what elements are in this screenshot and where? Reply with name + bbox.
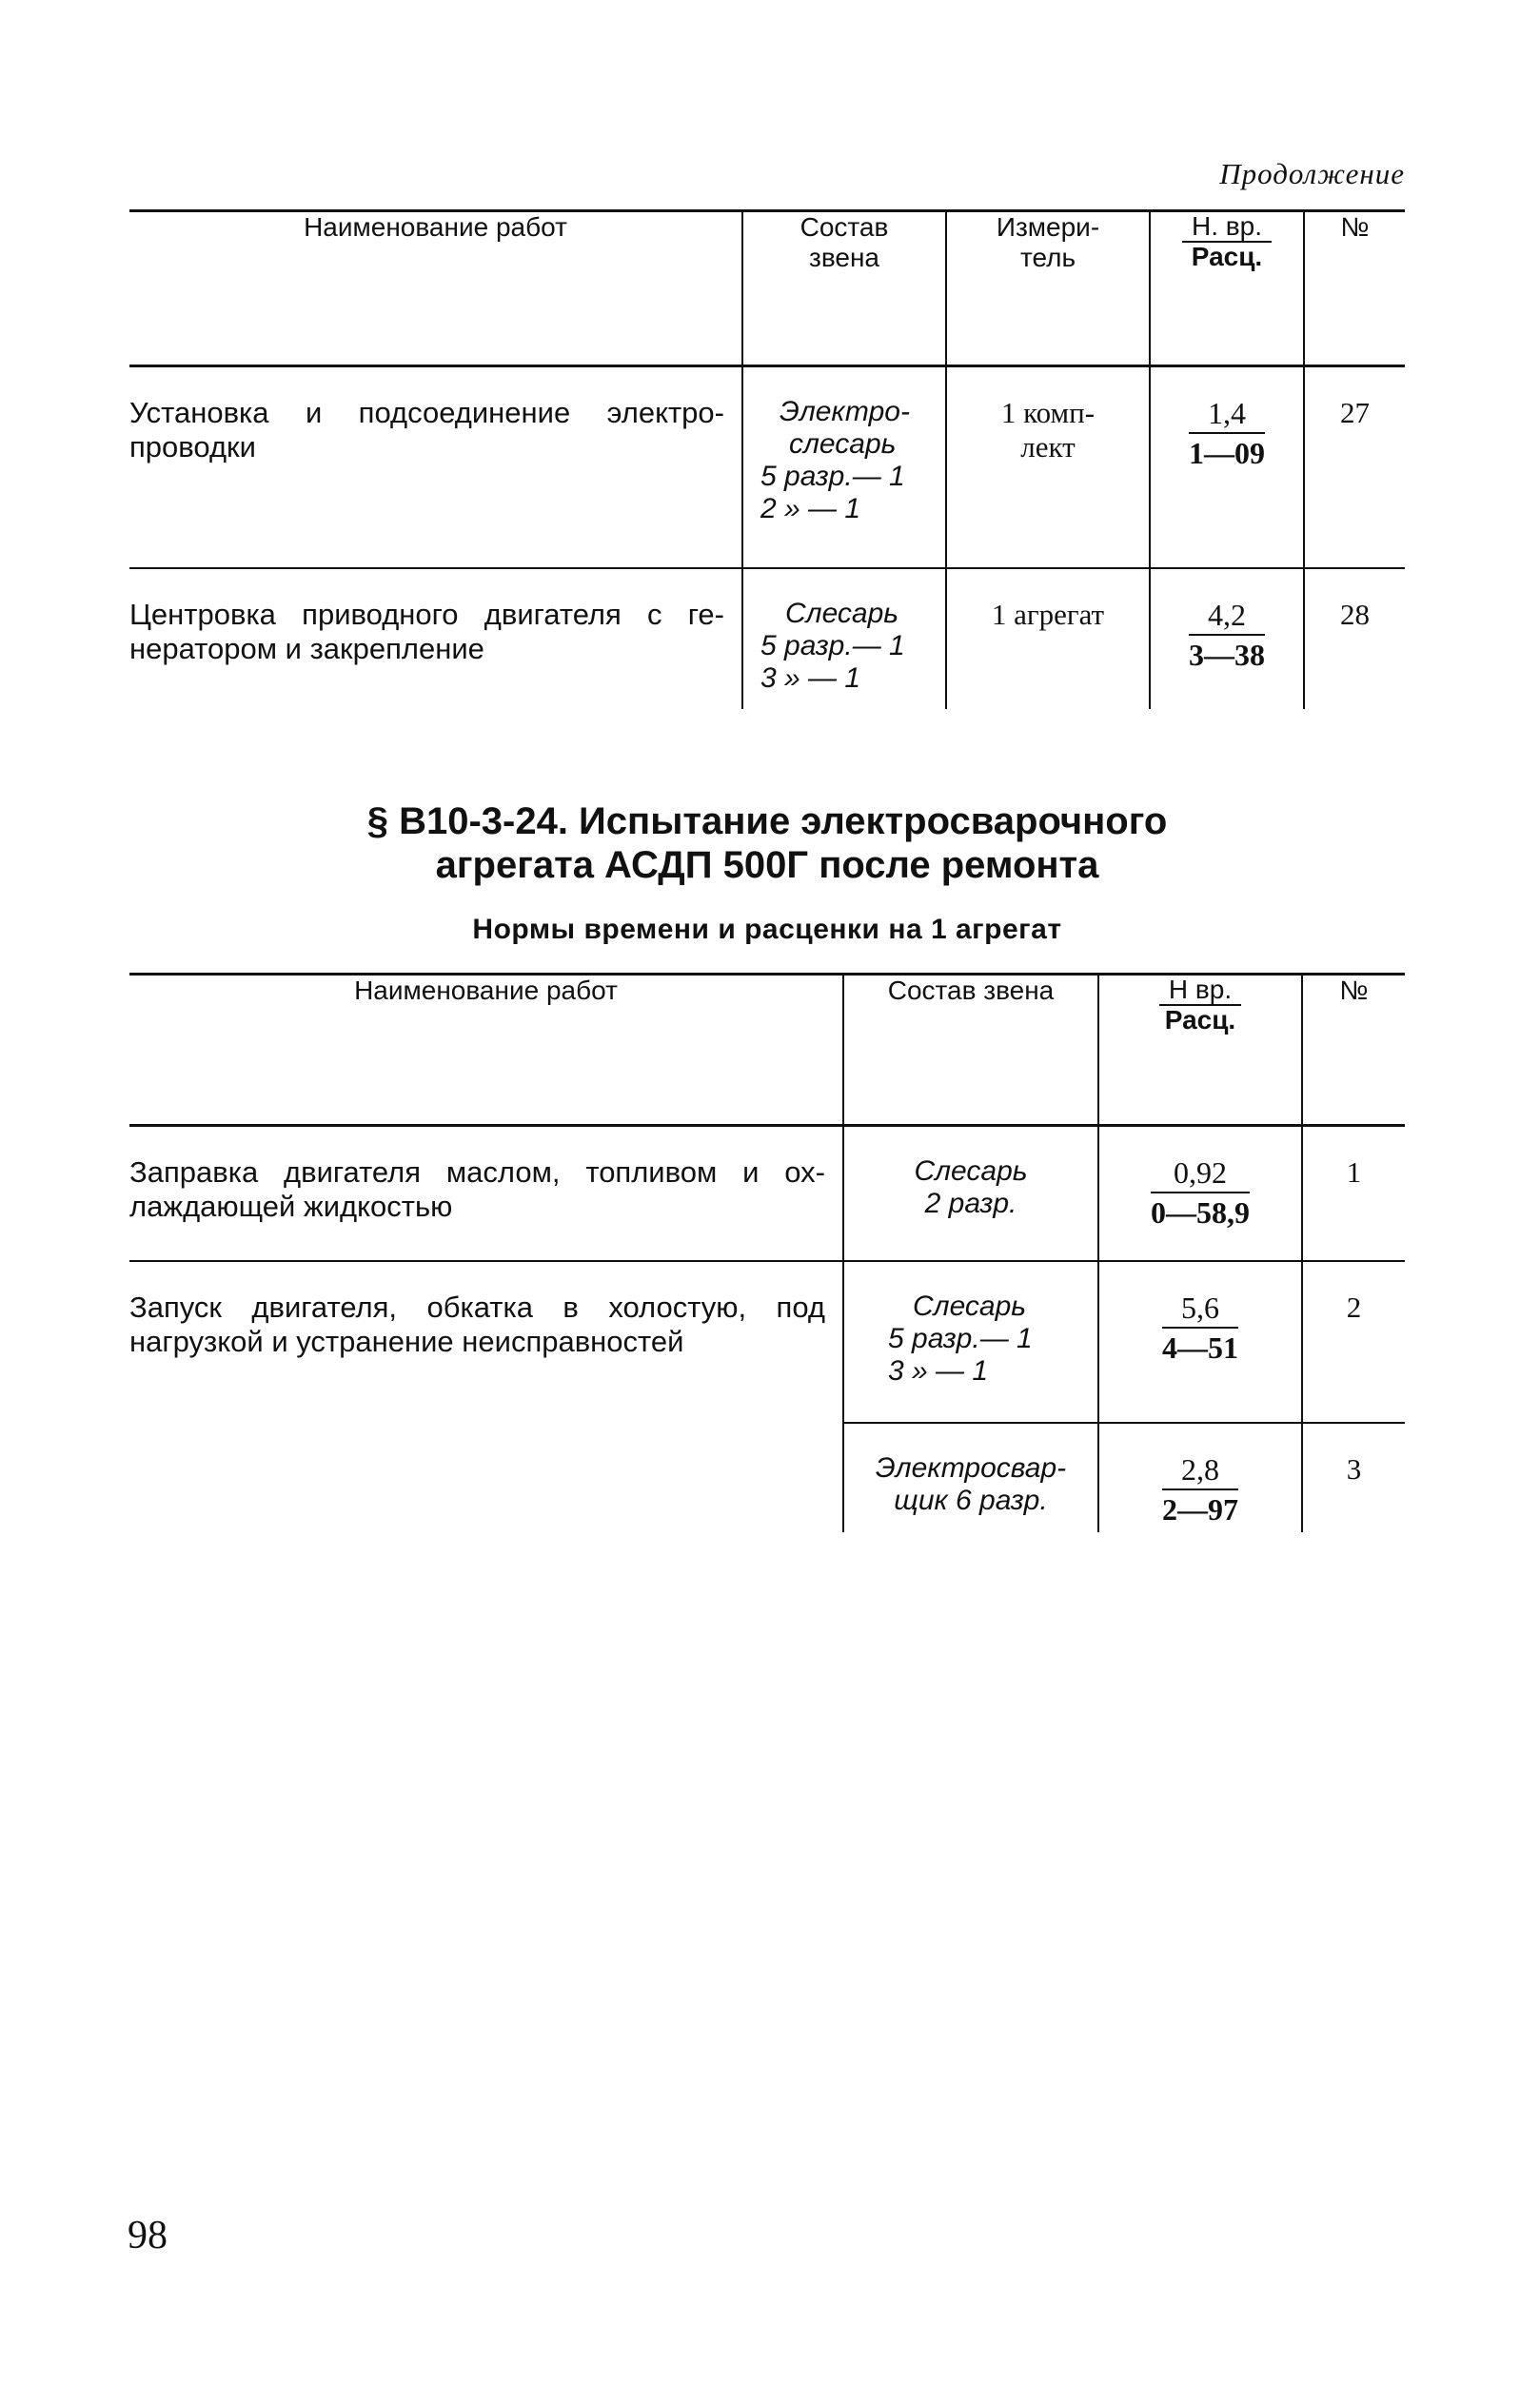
- crew-composition: [742, 366, 946, 568]
- continuation-label: Продолжение: [1219, 157, 1405, 190]
- crew-line: Электро-: [780, 396, 910, 427]
- header-norm-fraction: [1159, 976, 1241, 1035]
- norm-rate-cell: [1098, 1423, 1302, 1532]
- row-number: 28: [1304, 568, 1405, 709]
- norm-time-value: 5,6: [1162, 1291, 1238, 1329]
- work-name: Заправка двигателя маслом, топливом и ох-лаждающей жидкостью: [129, 1155, 825, 1223]
- row-number: 1: [1302, 1126, 1405, 1261]
- norm-time-value: 4,2: [1189, 598, 1265, 636]
- rate-value: 0—58,9: [1151, 1195, 1250, 1230]
- crew-line: 3 » — 1: [888, 1354, 989, 1387]
- unit-of-measure: [946, 366, 1150, 568]
- header-crew-text: Состав звена: [800, 212, 889, 272]
- norm-rate-cell: [1098, 1261, 1302, 1423]
- work-name: Центровка приводного двигателя с ге-нератором и закрепление: [129, 568, 742, 709]
- page-number: 98: [128, 2214, 168, 2257]
- crew-composition: [843, 1261, 1098, 1423]
- section-title-line: агрегата АСДП 500Г после ремонта: [435, 844, 1099, 886]
- section-title: [129, 799, 1405, 887]
- crew-line: 5 разр.— 1: [760, 461, 905, 492]
- unit-line: лект: [1020, 430, 1076, 463]
- work-name: Установка и подсоединение электро-проводки: [129, 396, 724, 463]
- header-crew: [742, 211, 946, 366]
- norm-time-value: 1,4: [1189, 396, 1265, 434]
- norm-rate-fraction: [1151, 1155, 1250, 1230]
- crew-composition: [843, 1423, 1098, 1532]
- norms-table-continued: [129, 209, 1405, 709]
- section-title-line: § В10-3-24. Испытание электросварочного: [366, 800, 1168, 842]
- norm-rate-fraction: [1162, 1291, 1238, 1365]
- header-norm-rate: [1150, 211, 1304, 366]
- crew-line: слесарь: [789, 428, 897, 460]
- rate-value: 3—38: [1189, 637, 1265, 672]
- rate-value: 4—51: [1162, 1330, 1238, 1365]
- header-norm-time: Н вр.: [1159, 976, 1241, 1006]
- norms-table: [129, 973, 1405, 1532]
- header-work: Наименование работ: [129, 211, 742, 366]
- crew-line: 3 » — 1: [760, 661, 861, 694]
- work-name: Запуск двигателя, обкатка в холостую, под нагрузкой и устранение неисправностей: [129, 1261, 843, 1423]
- crew-line: Слесарь: [914, 1155, 1028, 1187]
- norm-rate-fraction: [1189, 396, 1265, 470]
- crew-line: 2 разр.: [924, 1188, 1017, 1219]
- crew-composition: [742, 568, 946, 709]
- crew-line: 5 разр.— 1: [760, 629, 905, 661]
- crew-line: Слесарь: [913, 1290, 1027, 1322]
- header-norm-rate: [1098, 975, 1302, 1126]
- crew-composition: [843, 1126, 1098, 1261]
- rate-value: 1—09: [1189, 436, 1265, 470]
- rate-value: 2—97: [1162, 1491, 1238, 1527]
- norm-rate-cell: [1098, 1126, 1302, 1261]
- header-crew: Состав звена: [843, 975, 1098, 1126]
- table-header-row: [129, 975, 1405, 1126]
- table-header-row: [129, 211, 1405, 366]
- crew-line: 2 » — 1: [760, 493, 861, 524]
- table-row: [129, 1261, 1405, 1423]
- header-unit-text: Измери-тель: [996, 212, 1100, 272]
- unit-of-measure: [946, 568, 1150, 709]
- norm-rate-fraction: [1162, 1452, 1238, 1527]
- unit-line: 1 комп-: [1000, 396, 1096, 429]
- header-number: №: [1304, 211, 1405, 366]
- table-row: [129, 568, 1405, 709]
- header-norm-time: Н. вр.: [1182, 212, 1272, 243]
- header-number: №: [1302, 975, 1405, 1126]
- table-row: [129, 1423, 1405, 1532]
- row-number: 3: [1302, 1423, 1405, 1532]
- crew-line: Электросвар-: [875, 1451, 1067, 1484]
- header-rate: Расц.: [1191, 242, 1263, 271]
- section-subtitle: Нормы времени и расценки на 1 агрегат: [472, 914, 1062, 945]
- crew-line: 5 разр.— 1: [888, 1322, 1033, 1354]
- norm-rate-cell: [1150, 366, 1304, 568]
- norm-rate-cell: [1150, 568, 1304, 709]
- norm-time-value: 0,92: [1151, 1155, 1250, 1193]
- table-row: [129, 1126, 1405, 1261]
- header-unit: [946, 211, 1150, 366]
- unit-line: 1 агрегат: [991, 597, 1105, 631]
- header-work: Наименование работ: [129, 975, 843, 1126]
- header-norm-fraction: [1182, 212, 1272, 271]
- work-name-empty: [129, 1423, 843, 1532]
- table-row: [129, 366, 1405, 568]
- norm-time-value: 2,8: [1162, 1452, 1238, 1490]
- row-number: 27: [1304, 366, 1405, 568]
- crew-line: Слесарь: [785, 597, 899, 629]
- crew-line: щик 6 разр.: [894, 1484, 1048, 1516]
- header-rate: Расц.: [1164, 1005, 1236, 1035]
- row-number: 2: [1302, 1261, 1405, 1423]
- norm-rate-fraction: [1189, 598, 1265, 672]
